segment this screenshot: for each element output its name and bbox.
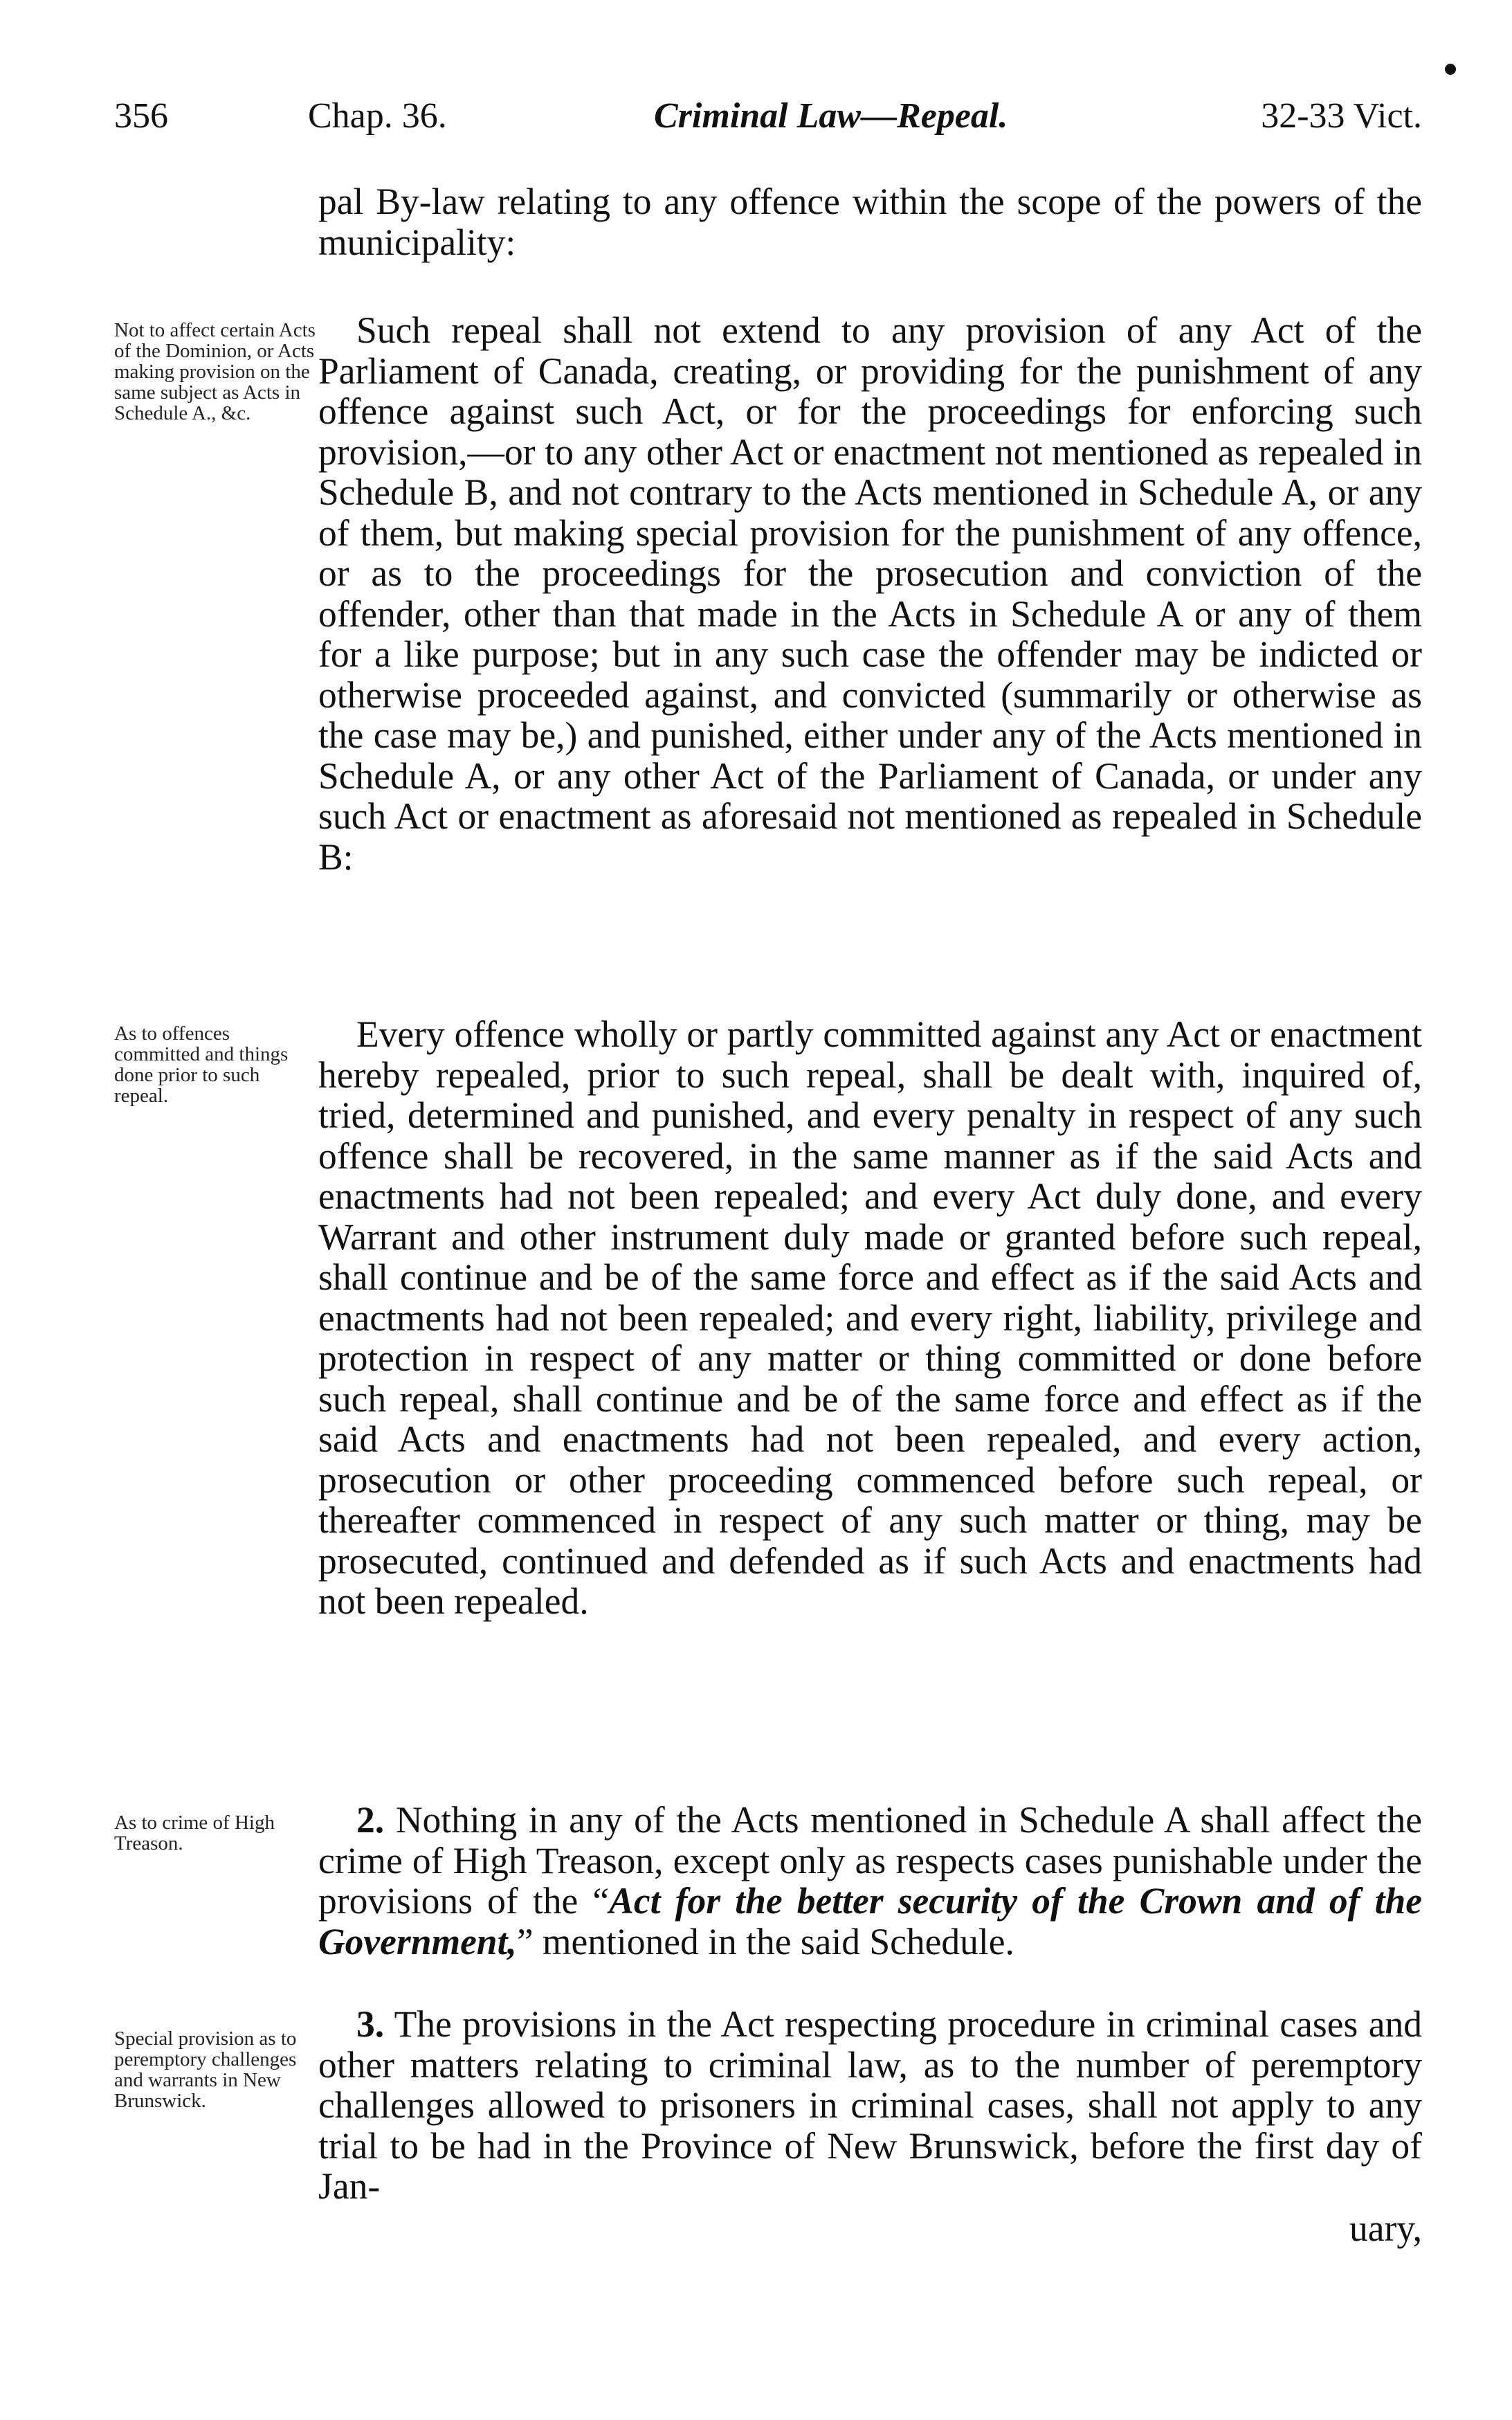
- act-title: Act for the better security of the Crown and of the Government,: [318, 1880, 1423, 1962]
- section-number: 3.: [356, 2003, 385, 2045]
- paragraph-text: ” mentioned in the said Schedule.: [516, 1920, 1014, 1962]
- paragraph: [318, 310, 1422, 877]
- running-header: [114, 89, 1422, 144]
- paragraph-text: Such repeal shall not extend to any provision of any Act of the Parliament of Canada, creating, or providing for the punishment of any offence against such Act, or for the proceedings for enforcing such provision,—or to any other Act or enactment not mentioned as repealed in Schedule B, and not contrary to the Acts mentioned in Schedule A, or any of them, but making special provision for the punishment of any offence, or as to the proceedings for the prosecution and conviction of the offender, other than that made in the Acts in Schedule A or any of them for a like purpose; but in any such case the offender may be indicted or otherwise proceeded against, and convicted (summarily or otherwise as the case may be,) and punished, either under any of the Acts mentioned in Schedule A, or any other Act of the Parliament of Canada, or under any such Act or enactment as aforesaid not mentioned as repealed in Schedule B:: [318, 309, 1422, 878]
- section-2: [318, 1800, 1422, 1962]
- margin-note: Not to affect certain Acts of the Dominion, or Acts making provision on the same subject as Acts in Schedule A., &c.: [114, 319, 316, 424]
- paragraph-continuation: [318, 181, 1422, 262]
- margin-note: As to offences committed and things done prior to such repeal.: [114, 1022, 289, 1107]
- session-label: 32-33 Vict.: [1261, 96, 1422, 136]
- page-number: 356: [114, 96, 168, 136]
- margin-note: As to crime of High Treason.: [114, 1812, 275, 1854]
- running-title: Criminal Law—Repeal.: [654, 96, 1008, 136]
- ink-speck: [1445, 64, 1456, 75]
- paragraph-text: pal By-law relating to any offence within the scope of the powers of the municipality:: [318, 181, 1422, 263]
- paragraph: [318, 1014, 1422, 1622]
- section-3: [318, 2004, 1422, 2207]
- catchword: uary,: [1349, 2207, 1422, 2249]
- paragraph-text: Every offence wholly or partly committed against any Act or enactment hereby repealed, prior to such repeal, shall be dealt with, inquired of, tried, determined and punished, and every penalty in respect of any such offence shall be recovered, in the same manner as if the said Acts and enactments had not been repealed; and every Act duly done, and every Warrant and other instrument duly made or granted before such repeal, shall continue and be of the same force and effect as if the said Acts and enactments had not been repealed; and every right, liability, privilege and protection in respect of any matter or thing committed or done before such repeal, shall continue and be of the same force and effect as if the said Acts and enactments had not been repealed, and every action, prosecution or other proceeding commenced before such repeal, or thereafter commenced in respect of any such matter or thing, may be prosecuted, continued and defended as if such Acts and enactments had not been repealed.: [318, 1013, 1422, 1622]
- section-number: 2.: [356, 1799, 385, 1841]
- margin-note: Special provision as to peremptory challenges and warrants in New Brunswick.: [114, 2028, 297, 2112]
- chapter-label: Chap. 36.: [308, 96, 447, 136]
- paragraph-text: The provisions in the Act respecting procedure in criminal cases and other matters relating to criminal law, as to the number of peremptory challenges allowed to prisoners in criminal cases, shall not apply to any trial to be had in the Province of New Brunswick, before the first day of Jan-: [318, 2003, 1422, 2207]
- paragraph-text: Nothing in any of the Acts mentioned in Schedule A shall affect the crime of High Treason, except only as respects cases punishable under the provisions of the “: [318, 1799, 1422, 1922]
